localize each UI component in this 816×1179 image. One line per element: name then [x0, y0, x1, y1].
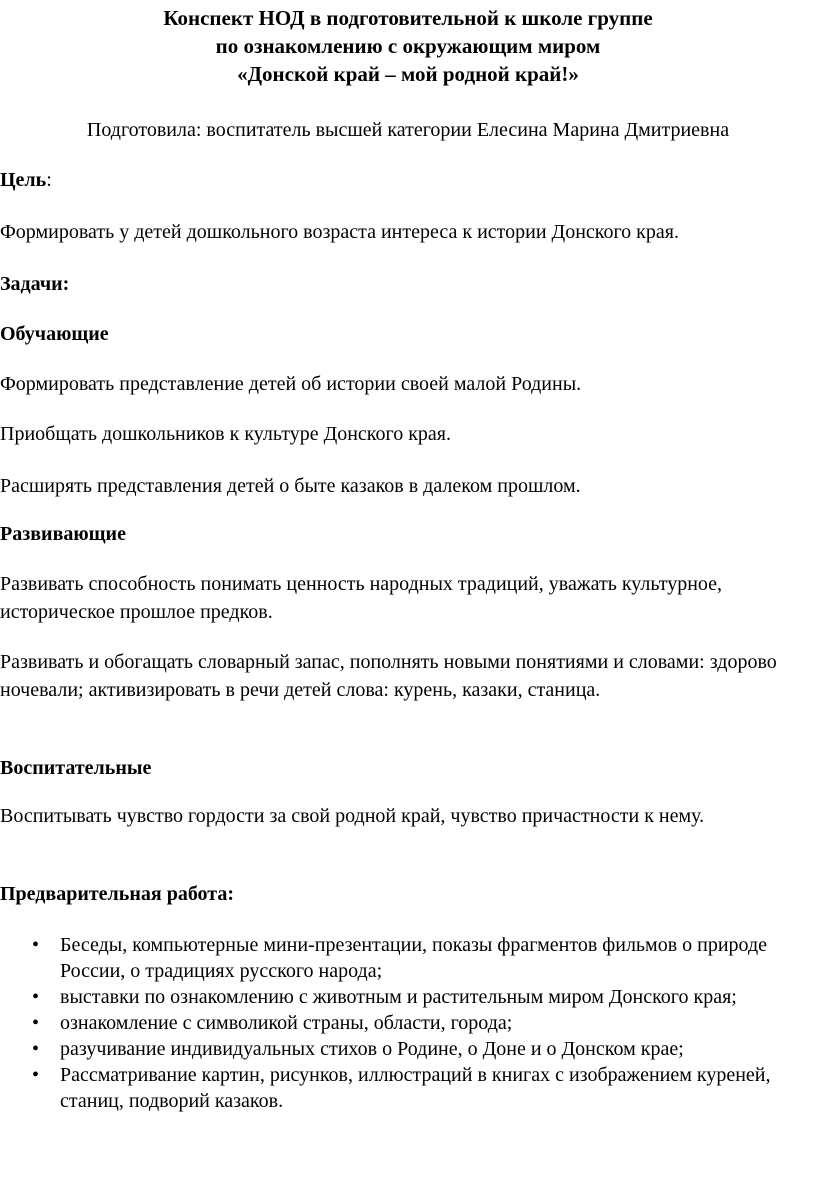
educational-heading: Воспитательные — [0, 757, 152, 779]
developing-heading: Развивающие — [0, 523, 126, 545]
list-item-text: выставки по ознакомлению с животным и растительным миром Донского края; — [60, 986, 737, 1008]
list-item — [0, 1062, 812, 1114]
teaching-item-1: Формировать представление детей об истории своей малой Родины. — [0, 373, 582, 395]
list-item — [0, 1036, 812, 1062]
list-item-text: Рассматривание картин, рисунков, иллюстраций в книгах с изображением куреней, станиц, подворий казаков. — [60, 1064, 771, 1112]
list-item — [0, 932, 812, 984]
list-item-text: разучивание индивидуальных стихов о Родине, о Доне и о Донском крае; — [60, 1038, 684, 1060]
teaching-item-2: Приобщать дошкольников к культуре Донского края. — [0, 423, 451, 445]
bullet-icon: • — [32, 986, 40, 1008]
list-item-text: Беседы, компьютерные мини-презентации, показы фрагментов фильмов о природе России, о традициях русского народа; — [60, 934, 768, 982]
educational-item-1: Воспитывать чувство гордости за свой родной край, чувство причастности к нему. — [0, 805, 705, 827]
document-title — [0, 4, 816, 88]
teaching-item-3: Расширять представления детей о быте казаков в далеком прошлом. — [0, 475, 581, 497]
goal-heading-colon: : — [46, 169, 52, 191]
list-item — [0, 984, 812, 1010]
bullet-icon: • — [32, 934, 40, 956]
preliminary-heading: Предварительная работа: — [0, 883, 235, 905]
list-item-text: ознакомление с символикой страны, области, города; — [60, 1012, 513, 1034]
bullet-icon: • — [32, 1064, 40, 1086]
title-line-1: Конспект НОД в подготовительной к школе группе — [163, 6, 653, 30]
bullet-icon: • — [32, 1038, 40, 1060]
goal-text: Формировать у детей дошкольного возраста интереса к истории Донского края. — [0, 221, 679, 243]
developing-item-1: Развивать способность понимать ценность народных традиций, уважать культурное, историческое прошлое предков. — [0, 573, 723, 623]
goal-heading — [0, 166, 812, 194]
preliminary-list — [0, 932, 812, 1114]
developing-item-2: Развивать и обогащать словарный запас, пополнять новыми понятиями и словами: здорово ночевали; активизировать в речи детей слова: курень, казаки, станица. — [0, 651, 777, 701]
goal-heading-label: Цель — [0, 169, 47, 191]
title-line-2: по ознакомлению с окружающим миром — [215, 34, 601, 58]
author-line: Подготовила: воспитатель высшей категории Елесина Марина Дмитриевна — [86, 119, 730, 141]
bullet-icon: • — [32, 1012, 40, 1034]
tasks-heading: Задачи: — [0, 273, 70, 295]
title-line-3: «Донской край – мой родной край!» — [237, 62, 579, 86]
list-item — [0, 1010, 812, 1036]
teaching-heading: Обучающие — [0, 323, 109, 345]
